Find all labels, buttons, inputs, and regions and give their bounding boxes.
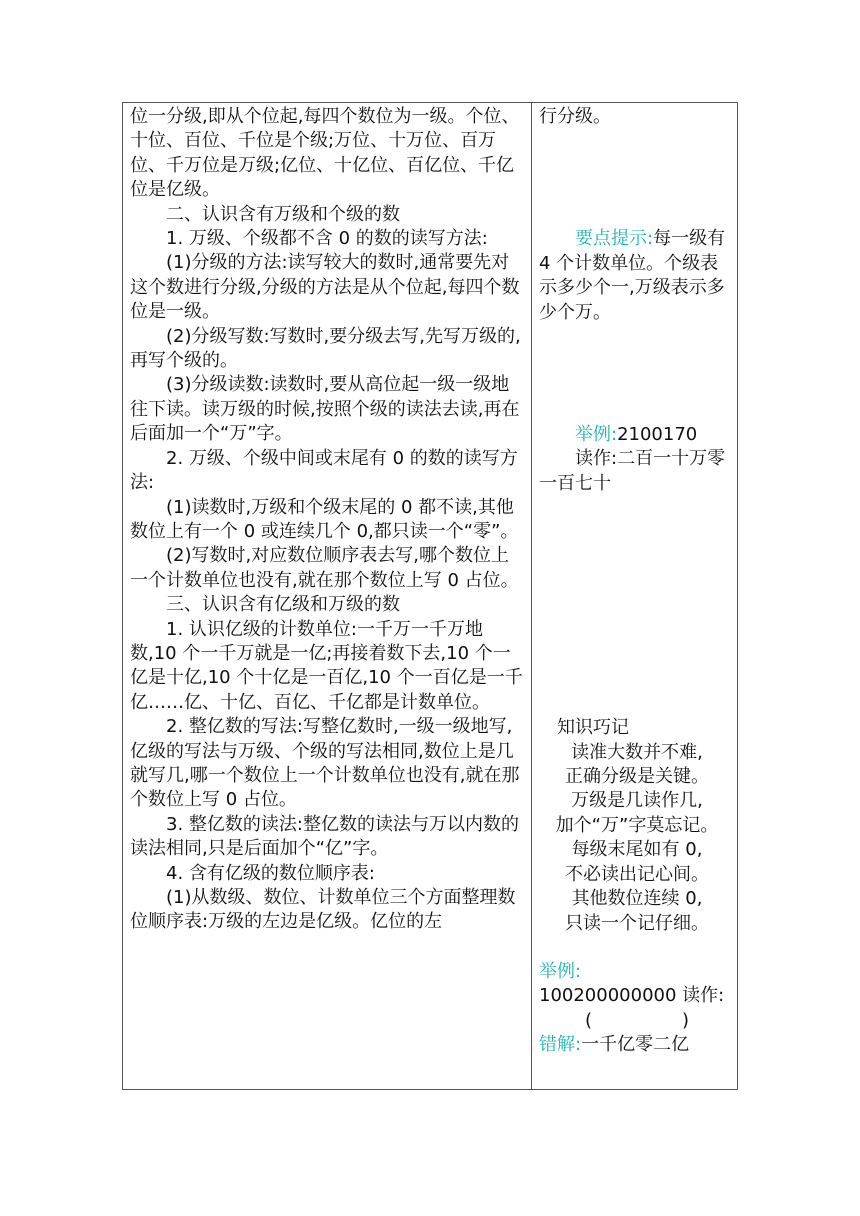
example-label: 举例: — [575, 424, 618, 446]
paragraph: (3)分级读数:读数时,要从高位起一级一级地往下读。读万级的时候,按照个级的读法去读,再在后面加一个“万”字。 — [130, 374, 520, 445]
wrong-label: 错解: — [539, 1034, 582, 1056]
mnemonic-line: 其他数位连续 0, — [571, 888, 703, 910]
key-point-tip — [539, 227, 735, 325]
mnemonic-line: 每级末尾如有 0, — [571, 839, 703, 861]
paragraph: (1)读数时,万级和个级末尾的 0 都不读,其他数位上有一个 0 或连续几个 0,都只读一个“零”。 — [130, 496, 519, 542]
mnemonic-block — [539, 716, 735, 936]
mnemonic-line: 万级是几读作几, — [571, 790, 703, 812]
mnemonic-line: 不必读出记心间。 — [565, 863, 709, 885]
wrong-answer — [539, 1033, 735, 1057]
notes-table — [122, 102, 738, 1090]
example-1 — [539, 423, 735, 447]
side-top-text: 行分级。 — [539, 106, 611, 127]
example-2-label: 举例: — [539, 960, 582, 982]
side-column — [539, 105, 735, 1058]
paragraph: (1)分级的方法:读写较大的数时,通常要先对这个数进行分级,分级的方法是从个位起,每四个数位是一级。 — [130, 252, 520, 323]
mnemonic-line: 只读一个记仔细。 — [565, 912, 709, 934]
mnemonic-line: 读准大数并不难, — [571, 741, 703, 763]
answer-blank: ( ) — [584, 1009, 690, 1031]
paragraph: 2. 万级、个级中间或末尾有 0 的数的读写方法: — [130, 447, 518, 494]
paragraph: 1. 万级、个级都不含 0 的数的读写方法: — [166, 228, 488, 250]
tip-label: 要点提示: — [575, 228, 654, 250]
paragraph: (1)从数级、数位、计数单位三个方面整理数位顺序表:万级的左边是亿级。亿位的左 — [130, 887, 516, 933]
paragraph: 4. 含有亿级的数位顺序表: — [166, 862, 375, 884]
example-number: 2100170 — [617, 424, 698, 446]
mnemonic-line: 加个“万”字莫忘记。 — [555, 814, 719, 836]
main-column — [130, 105, 526, 935]
paragraph: (2)写数时,对应数位顺序表去写,哪个数位上一个计数单位也没有,就在那个数位上写 0 占位。 — [130, 545, 519, 591]
paragraph: 二、认识含有万级和个级的数 — [166, 203, 400, 225]
column-divider — [531, 103, 532, 1089]
paragraph: 三、认识含有亿级和万级的数 — [166, 594, 400, 616]
mnemonic-title: 知识巧记 — [557, 717, 629, 739]
wrong-text: 一千亿零二亿 — [581, 1034, 690, 1056]
tip-text: 每一级有 4 个计数单位。个级表示多少个一,万级表示多少个万。 — [539, 228, 726, 323]
paragraph: 1. 认识亿级的计数单位:一千万一千万地数,10 个一千万就是一亿;再接着数下去,10 个一亿是十亿,10 个十亿是一百亿,10 个一百亿是一千亿……亿、十亿、百亿、千亿都是计数单位。 — [130, 618, 523, 713]
paragraph: (2)分级写数:写数时,要分级去写,先写万级的,再写个级的。 — [130, 325, 521, 372]
mnemonic-line: 正确分级是关键。 — [565, 766, 709, 788]
paragraph: 3. 整亿数的读法:整亿数的读法与万以内数的读法相同,只是后面加个“亿”字。 — [130, 813, 519, 860]
example-1-reading: 读作:二百一十万零一百七十 — [539, 448, 726, 494]
paragraph: 2. 整亿数的写法:写整亿数时,一级一级地写,亿级的写法与万级、个级的写法相同,数位上是几就写几,哪一个数位上一个计数单位也没有,就在那个数位上写 0 占位。 — [130, 716, 520, 811]
paragraph: 位一分级,即从个位起,每四个数位为一级。个位、十位、百位、千位是个级;万位、十万位、百万位、千万位是万级;亿位、十亿位、百亿位、千亿位是亿级。 — [130, 106, 520, 201]
example-2-text: 100200000000 读作: — [539, 985, 725, 1007]
